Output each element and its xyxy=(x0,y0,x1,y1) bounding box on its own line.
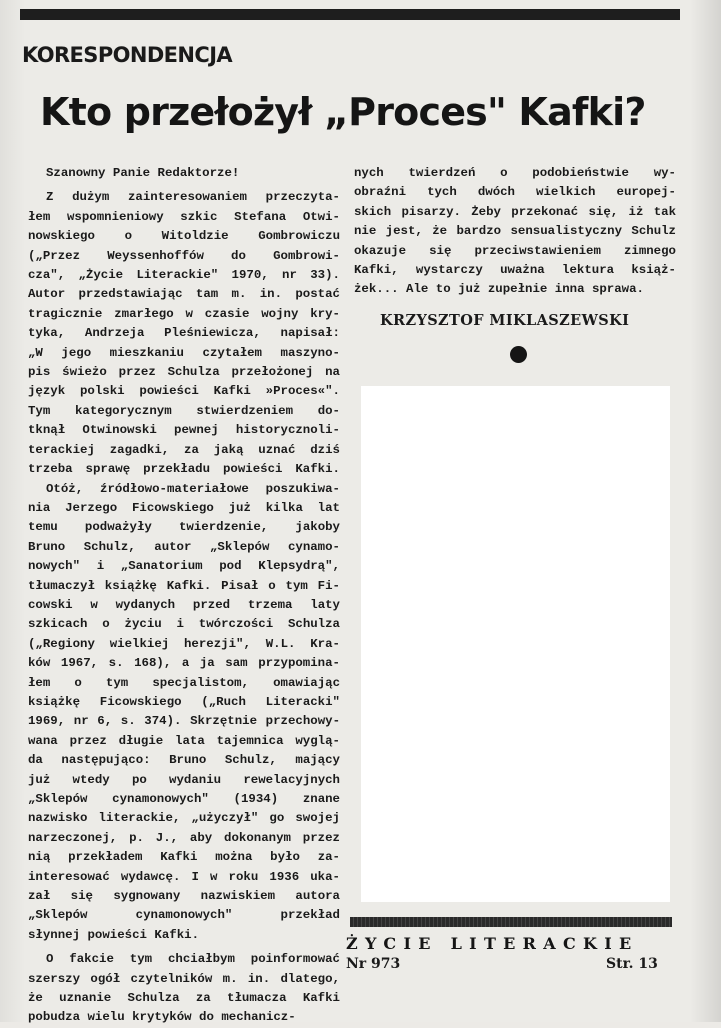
bullet-dot-icon xyxy=(510,346,527,363)
text-line: Bruno Schulz, autor „Sklepów cynamo- xyxy=(28,539,340,554)
text-line: wana przez długie lata tajemnica wyglą- xyxy=(28,733,340,748)
left-column xyxy=(28,164,340,1028)
text-line: nią przekładem Kafki można było za- xyxy=(28,850,340,865)
text-line: Otóż, źródłowo-materiałowe poszukiwa- xyxy=(46,481,340,496)
text-line: nowskiego o Witoldzie Gombrowiczu xyxy=(28,229,340,244)
text-line: nazwisko literackie, „użyczył" go swojej xyxy=(28,811,340,826)
text-line: tragicznie zmarłego w czasie wojny kry- xyxy=(28,306,340,321)
text-line: („Regiony wielkiej herezji", W.L. Kra- xyxy=(28,636,340,651)
text-line: narzeczonej, p. J., aby dokonanym przez xyxy=(28,830,340,845)
text-line: da następująco: Bruno Schulz, mający xyxy=(28,753,340,768)
text-line: język polski powieści Kafki »Proces«". xyxy=(28,384,340,399)
text-line: obraźni tych dwóch wielkich europej- xyxy=(354,185,676,200)
text-line: Autor przedstawiając tam m. in. postać xyxy=(28,287,340,302)
text-line: nia Jerzego Ficowskiego już kilka lat xyxy=(28,500,340,515)
text-line: już wtedy po wydaniu rewelacyjnych xyxy=(28,772,340,787)
letter-greeting: Szanowny Panie Redaktorze! xyxy=(46,166,240,180)
issue-number: Nr 973 xyxy=(346,956,401,972)
text-line: cowski w wydanych przed trzema laty xyxy=(28,597,340,612)
text-line: łem o tym specjalistom, omawiając xyxy=(28,675,340,690)
text-line: szkicach o życiu i twórczości Schulza xyxy=(28,617,340,632)
author-signature: KRZYSZTOF MIKLASZEWSKI xyxy=(380,312,630,329)
text-line: nowych" i „Sanatorium pod Klepsydrą", xyxy=(28,559,340,574)
right-column xyxy=(354,164,676,300)
text-line: słynnej powieści Kafki. xyxy=(28,927,200,942)
page-number: Str. 13 xyxy=(606,956,658,972)
text-line: pis świeżo przez Schulza przełożonej na xyxy=(28,365,340,380)
text-line: nie jest, że bardzo sensualistyczny Schulz xyxy=(354,224,676,239)
text-line: zał się sygnowany nazwiskiem autora xyxy=(28,889,340,904)
text-line: tyka, Andrzeja Pleśniewicza, napisał: xyxy=(28,326,340,341)
text-line: temu podważyły twierdzenie, jakoby xyxy=(28,520,340,535)
text-line: pobudza wielu krytyków do mechanicz- xyxy=(28,1010,296,1025)
text-line: żek... Ale to już zupełnie inna sprawa. xyxy=(354,282,644,297)
top-rule xyxy=(20,9,680,20)
text-line: tknął Otwinowski pewnej historycznoli- xyxy=(28,423,340,438)
article-headline: Kto przełożył „Proces" Kafki? xyxy=(40,90,646,134)
text-line: okazuje się przeciwstawieniem zimnego xyxy=(354,243,676,258)
section-label: KORESPONDENCJA xyxy=(22,43,233,67)
text-line: „Sklepów cynamonowych" przekład xyxy=(28,908,340,923)
text-line: „Sklepów cynamonowych" (1934) znane xyxy=(28,792,340,806)
text-line: szerszy ogół czytelników m. in. dlatego, xyxy=(28,971,340,986)
left-column-text xyxy=(28,188,340,1027)
text-line: ków 1967, s. 168), a ja sam przypomina- xyxy=(28,656,340,671)
text-line: Kafki, wystarczy uważna lektura książ- xyxy=(354,263,676,278)
text-line: łem wspomnieniowy szkic Stefana Otwi- xyxy=(28,209,340,224)
text-line: cza", „Życie Literackie" 1970, nr 33). xyxy=(28,268,340,283)
text-line: („Przez Weyssenhoffów do Gombrowi- xyxy=(28,248,340,263)
text-line: Tym kategorycznym stwierdzeniem do- xyxy=(28,403,340,418)
text-line: książkę Ficowskiego („Ruch Literacki" xyxy=(28,694,340,709)
text-line: skich pisarzy. Żeby przekonać się, iż tak xyxy=(354,204,676,219)
text-line: Z dużym zainteresowaniem przeczyta- xyxy=(46,190,340,205)
blank-panel xyxy=(361,386,670,902)
text-line: nych twierdzeń o podobieństwie wy- xyxy=(354,166,676,180)
text-line: interesować wydawcę. I w roku 1936 uka- xyxy=(28,869,340,884)
text-line: „W jego mieszkaniu czytałem maszyno- xyxy=(28,345,340,360)
right-column-text xyxy=(354,164,676,300)
text-line: O fakcie tym chciałbym poinformować xyxy=(46,952,340,967)
text-line: tłumaczył książkę Kafki. Pisał o tym Fi- xyxy=(28,578,340,593)
bottom-rule xyxy=(350,917,672,927)
text-line: że uznanie Schulza za tłumacza Kafki xyxy=(28,991,340,1006)
masthead: ŻYCIE LITERACKIE xyxy=(346,934,639,953)
text-line: 1969, nr 6, s. 374). Skrzętnie przechowy- xyxy=(28,714,340,729)
text-line: terackiej zagadki, za jaką uznać dziś xyxy=(28,442,340,457)
text-line: trzeba sprawę przekładu powieści Kafki. xyxy=(28,462,340,477)
